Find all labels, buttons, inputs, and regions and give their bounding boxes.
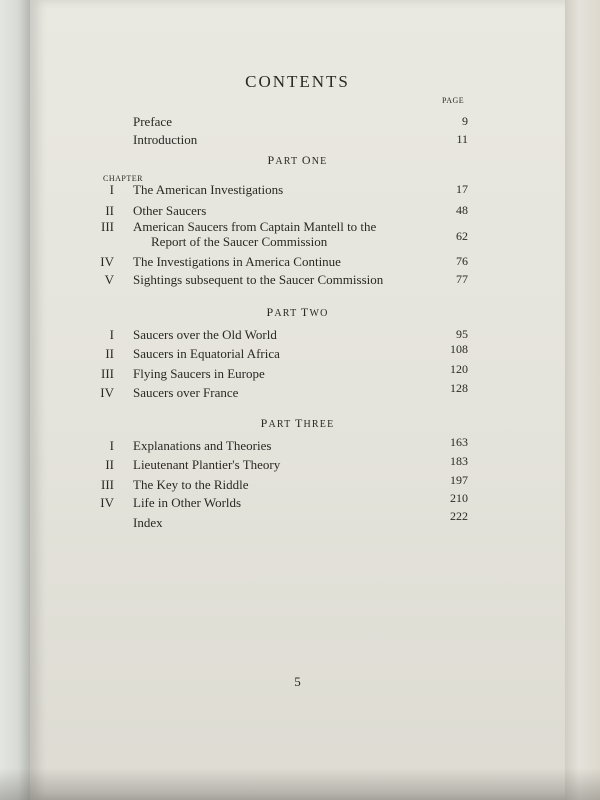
chapter-page: 76 — [456, 254, 468, 268]
chapter-number: III — [101, 477, 114, 492]
chapter-title: Lieutenant Plantier's Theory — [133, 457, 281, 472]
adjacent-page-edge — [0, 0, 30, 800]
chapter-page: 163 — [450, 435, 468, 449]
toc-entry-title: Introduction — [133, 132, 198, 147]
chapter-number: I — [109, 438, 114, 453]
chapter-title: The Investigations in America Continue — [133, 254, 341, 269]
chapter-page: 120 — [450, 362, 468, 376]
toc-chapter-row — [30, 182, 565, 202]
toc-chapter-row — [30, 454, 565, 477]
contents-title: CONTENTS — [245, 72, 350, 91]
chapter-page: 183 — [450, 454, 468, 468]
chapter-title: The American Investigations — [133, 182, 284, 197]
chapter-title: Saucers over France — [133, 385, 239, 400]
book-cover-edge — [565, 0, 600, 800]
chapter-page: 197 — [450, 473, 468, 487]
page-number: 5 — [294, 674, 301, 689]
toc-entry-page: 9 — [462, 114, 468, 128]
chapter-number: II — [105, 346, 114, 361]
page-bottom-shadow — [0, 768, 600, 800]
chapter-number: I — [109, 182, 114, 197]
chapter-number: III — [101, 219, 114, 234]
part-heading-two: PART TWO — [266, 305, 329, 319]
toc-chapter-row — [30, 272, 565, 292]
chapter-title: Saucers over the Old World — [133, 327, 277, 342]
chapter-number: IV — [100, 495, 114, 510]
chapter-page: 108 — [450, 342, 468, 356]
toc-chapter-row — [30, 491, 565, 515]
toc-chapter-row — [30, 435, 565, 458]
toc-chapter-row — [30, 327, 565, 347]
part-heading-one: PART ONE — [267, 153, 328, 167]
page-column-label: PAGE — [442, 96, 465, 105]
chapter-page: 95 — [456, 327, 468, 341]
chapter-page: 48 — [456, 203, 468, 217]
chapter-number: II — [105, 457, 114, 472]
chapter-title-continued: Report of the Saucer Commission — [151, 234, 328, 249]
chapter-page: 17 — [456, 182, 468, 196]
toc-entry-title: Preface — [133, 114, 172, 129]
chapter-column-label: CHAPTER — [103, 174, 143, 183]
chapter-title: Explanations and Theories — [133, 438, 272, 453]
toc-entry-page: 11 — [456, 132, 468, 146]
chapter-page: 210 — [450, 491, 468, 505]
chapter-title: Life in Other Worlds — [133, 495, 242, 510]
toc-chapter-row — [30, 473, 565, 497]
toc-entry-introduction — [30, 132, 565, 152]
chapter-number: I — [109, 327, 114, 342]
toc-entry-page: 222 — [450, 509, 468, 523]
toc-chapter-row — [30, 342, 565, 366]
part-heading-three: PART THREE — [260, 416, 335, 430]
toc-entry-title: Index — [133, 515, 163, 530]
chapter-number: V — [104, 272, 114, 287]
chapter-number: IV — [100, 254, 114, 269]
chapter-title: The Key to the Riddle — [133, 477, 249, 492]
toc-chapter-row — [30, 381, 565, 405]
chapter-number: III — [101, 366, 114, 381]
toc-entry-index — [30, 509, 565, 535]
chapter-page: 62 — [456, 229, 468, 243]
chapter-page: 128 — [450, 381, 468, 395]
toc-entry-preface — [30, 114, 565, 134]
chapter-title: Sightings subsequent to the Saucer Commission — [133, 272, 384, 287]
chapter-title: Saucers in Equatorial Africa — [133, 346, 280, 361]
chapter-title: Flying Saucers in Europe — [133, 366, 265, 381]
chapter-number: II — [105, 203, 114, 218]
toc-chapter-row — [30, 254, 565, 274]
chapter-page: 77 — [456, 272, 468, 286]
chapter-title: Other Saucers — [133, 203, 207, 218]
chapter-number: IV — [100, 385, 114, 400]
contents-page — [30, 0, 565, 800]
toc-chapter-row — [30, 362, 565, 386]
chapter-title: American Saucers from Captain Mantell to the — [133, 219, 377, 234]
toc-chapter-row — [30, 219, 565, 255]
